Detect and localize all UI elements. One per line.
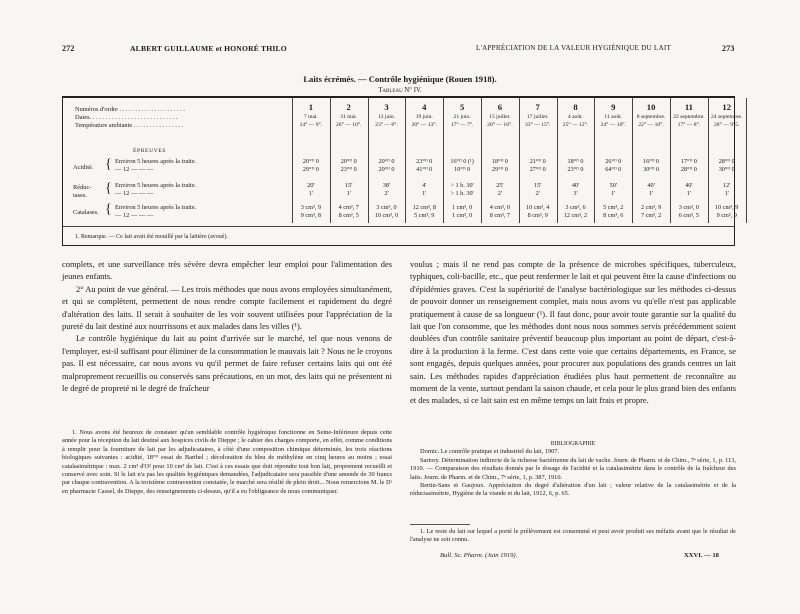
cell-red: 1' — [346, 190, 351, 197]
cell-red: 4' — [422, 182, 427, 189]
epreuves-heading: ÉPREUVES — [133, 148, 167, 154]
cell-date: 21 juin. — [453, 114, 471, 120]
cell-date: 24 septembre. — [711, 114, 743, 120]
cell-acid: 20°ᴰ 0 — [378, 166, 395, 173]
cell-cat: 1 cm³, 0 — [451, 212, 473, 219]
column-separator — [746, 98, 747, 223]
results-table — [62, 96, 743, 246]
cell-date: 12 juin. — [377, 114, 396, 120]
bibliography-entry: Bertin-Sans et Gaujoux. Appréciation du degré d'altération d'un lait ; valeur relative de la catalasimétrie et de la réductasimétrie, Hygiène de la viande et du lait, 1912, 6, p. 65. — [410, 482, 736, 498]
right-paragraph: voulus ; mais il ne rend pas compte de la présence de microbes spécifiques, tuberculeux, typhiques, coli-bacille, etc., que peut renfermer le lait et qui peuvent être la cause d'infections ou d'épidémies graves. C'est la supériorité de l'analyse bactériologique sur les méthodes ci-dessus de pouvoir donner un renseignement complet, mais nous avons vu qu'elle n'est pas applicable pratiquement à cause de sa longueur (¹). Il faut donc, pour avoir toute garantie sur la qualité du lait que l'on consomme, que les méthodes dont nous nous sommes servis précédemment soient doublées d'un contrôle sanitaire préventif beaucoup plus important au point de départ, c'est-à-dire à la production à la ferme. C'est dans cette voie que certains départements, en France, se sont engagés, depuis quelques années, pour procurer aux populations des grands centres un lait sain. Les méthodes rapides d'appréciation étudiées plus haut permettent de reconnaître au moment de la vente, surtout pendant la saison chaude, et cela pour le plus grand bien des enfants et des malades, si ce lait sain est en même temps un lait frais et propre. — [410, 259, 737, 406]
cell-num: 10 — [646, 102, 656, 112]
left-paragraph-3: Le contrôle hygiénique du lait au point d'arrivée sur le marché, tel que nous venons de l'employer, est-il suffisant pour éliminer de la consommation le mauvais lait ? Nous ne le croyons pas. Il est nécessaire, car nous avons vu qu'il permet de faire refuser certains laits qui ont été malproprement recueillis ou conservés sans précautions, en un mot, des laits qui ne présentent ni le degré de propreté ni le degré de fraîcheur — [62, 333, 392, 394]
cell-acid: 64°ᴰ 0 — [605, 166, 622, 173]
cell-num: 8 — [573, 102, 578, 112]
row-label-order: Numéros d'ordre . . . . . . . . . . . . . . . . . . . . . — [75, 106, 185, 113]
cell-temp: 14° — 9°. — [299, 122, 323, 128]
cell-cat: 8 cm³, 6 — [603, 212, 624, 219]
cell-num: 1 — [308, 102, 314, 112]
catalases-row-12h: — 12 — — — — [115, 212, 154, 219]
cell-cat: 5 cm³, 2 — [603, 204, 624, 211]
cell-date: 31 mai. — [340, 114, 358, 120]
cell-red: 1' — [422, 190, 427, 197]
cell-num: 12 — [722, 102, 731, 112]
cell-num: 11 — [684, 102, 693, 112]
left-column — [62, 258, 392, 394]
reductases-row-5h: Environ 5 heures après la traite. — [115, 182, 197, 189]
bibliography-entry: Sartory. Détermination indirecte de la richesse bactérienne du lait de vache. Journ. de Pharm. et de Chim., 7ᵉ série, 1, p. 113, 1910. — Comparaison des résultats donnés par le dosage de l'acidité et la catalasimétrie dans le contrôle de la fraîcheur des laits. Journ. de Pharm. et de Chim., 7ᵉ série, 1, p. 387, 1910. — [410, 456, 736, 481]
cell-temp: 20° — 13°. — [411, 122, 438, 128]
cell-temp: 17° — 8°. — [677, 122, 701, 128]
cell-cat: 9 cm³, 9 — [716, 212, 737, 219]
right-page-number: 273 — [722, 44, 735, 53]
cell-red: 40' — [647, 182, 655, 189]
cell-cat: 4 cm³, 0 — [489, 204, 511, 211]
cell-cat: 10 cm³, 0 — [374, 212, 399, 219]
cell-temp: 22° — 10°. — [638, 122, 664, 128]
cell-temp: 23° — 8°. — [375, 122, 398, 128]
cell-red: 2' — [384, 190, 389, 197]
cell-num: 9 — [611, 102, 616, 112]
cell-acid: 28°ᴰ 0 — [718, 158, 735, 165]
cell-cat: 3 cm³, 0 — [376, 204, 397, 211]
cell-temp: 24° — 10°. — [600, 122, 627, 128]
cell-red: 15' — [534, 182, 542, 189]
cell-acid: 10°ᴰ 0 — [454, 166, 471, 173]
cell-date: 7 mai. — [303, 114, 318, 120]
cell-cat: 3 cm³, 0 — [678, 204, 700, 211]
cell-acid: 20°ᴰ 0 — [302, 158, 319, 165]
left-paragraph-1: complets, et une surveillance très sévère devra empêcher leur emploi pour l'alimentation des jeunes enfants. — [62, 259, 392, 282]
group-label-catalases: Catalases. — [73, 209, 99, 216]
cell-red: 2' — [535, 190, 540, 197]
cell-cat: 2 cm³, 9 — [640, 204, 662, 211]
catalases-row-5h: Environ 5 heures après la traite. — [115, 204, 197, 211]
cell-cat: 10 cm³, 4 — [526, 204, 550, 211]
cell-date: 8 septembre. — [636, 114, 666, 120]
left-paragraph-2: 2° Au point de vue général. — Les trois méthodes que nous avons employées simultanément, et qui se complètent, permettent de nous rendre compte facilement et rapidement du degré d'altération des laits. Il serait à souhaiter de les voir souvent utilisées pour l'appréciation de la pureté du lait destiné aux nourrissons et aux malades dans les villes (¹). — [62, 283, 392, 332]
cell-acid: 27°ᴰ 0 — [529, 166, 546, 173]
brace-acidite: { — [105, 157, 112, 172]
cell-num: 5 — [459, 102, 465, 112]
cell-red: > 1 h. 30' — [450, 182, 474, 189]
row-label-dates: Dates. . . . . . . . . . . . . . . . . . . . . . . . . . . . — [75, 114, 178, 121]
cell-cat: 8 cm³, 5 — [338, 212, 359, 219]
cell-red: 40' — [571, 182, 580, 189]
cell-acid: 28°ᴰ 0 — [680, 166, 697, 173]
cell-cat: 9 cm³, 8 — [300, 212, 322, 219]
cell-temp: 26° — 10°. — [335, 122, 362, 128]
cell-red: 2' — [497, 190, 502, 197]
cell-cat: 8 cm³, 9 — [527, 212, 548, 219]
right-footnote — [410, 528, 736, 545]
cell-cat: 5 cm³, 9 — [414, 212, 435, 219]
acidite-row-12h: — 12 — — — — [115, 166, 154, 173]
cell-acid: 16°ᴰ 0 (¹) — [450, 158, 474, 165]
brace-reductases: { — [105, 181, 112, 196]
cell-red: 1' — [308, 190, 313, 197]
table-title: Laits écrémés. — Contrôle hygiénique (Rouen 1918). — [303, 74, 497, 84]
cell-acid: 29°ᴰ 0 — [491, 166, 508, 173]
group-label-acidite: Acidité. — [73, 164, 94, 171]
cell-temp: 17° — 7°. — [450, 122, 474, 128]
cell-acid: 30°ᴰ 0 — [718, 166, 735, 173]
cell-cat: 3 cm³, 6 — [565, 204, 586, 211]
cell-red: 20' — [307, 182, 315, 189]
journal-citation: Bull. Sc. Pharm. (Juin 1919). — [440, 552, 518, 559]
left-running-title: ALBERT GUILLAUME et HONORÉ THILO — [130, 44, 287, 53]
row-label-temperature: Température ambiante . . . . . . . . . . . . . . . . — [75, 122, 184, 129]
table-note-rule — [63, 226, 734, 227]
cell-cat: 7 cm³, 2 — [640, 212, 662, 219]
cell-red: 1' — [686, 190, 691, 197]
footnote-rule — [410, 524, 470, 525]
cell-cat: 6 cm³, 5 — [678, 212, 700, 219]
cell-acid: 30°ᴰ 0 — [643, 166, 660, 173]
bibliography — [410, 440, 736, 499]
cell-temp: 28° — 9°5. — [713, 122, 740, 128]
cell-num: 3 — [384, 102, 389, 112]
cell-date: 11 août. — [604, 114, 623, 120]
cell-red: 15' — [345, 182, 353, 189]
cell-acid: 23°ᴰ 0 — [340, 166, 357, 173]
cell-cat: 10 cm³, 9 — [715, 204, 739, 211]
cell-red: > 1 h. 30' — [450, 190, 474, 197]
right-running-title: L'APPRÉCIATION DE LA VALEUR HYGIÉNIQUE DU LAIT — [476, 44, 672, 52]
cell-red: 38' — [382, 182, 391, 189]
cell-num: 7 — [535, 102, 540, 112]
cell-red: 1' — [611, 190, 616, 197]
left-page-number: 272 — [62, 44, 75, 53]
cell-red: 50' — [609, 182, 617, 189]
cell-date: 15 juillet. — [489, 114, 511, 120]
cell-acid: 18°ᴰ 0 — [567, 158, 584, 165]
cell-acid: 20°ᴰ 0 — [378, 158, 395, 165]
cell-acid: 26°ᴰ 0 — [605, 158, 622, 165]
signature-mark: XXVI. — 18 — [684, 552, 719, 559]
cell-acid: 16°ᴰ 0 — [643, 158, 660, 165]
cell-temp: 33° — 15°. — [524, 122, 551, 128]
right-footnote-text: 1. Le reste du lait sur lequel a porté le prélèvement est consommé et peut avoir produit ses méfaits avant que le résultat de l'analyse ne soit connu. — [410, 528, 736, 544]
cell-red: 12' — [723, 182, 731, 189]
cell-cat: 4 cm³, 7 — [338, 204, 359, 211]
left-footnote — [62, 429, 392, 496]
reductases-row-12h: — 12 — — — — [115, 190, 154, 197]
cell-acid: 23°ᴰ 0 — [416, 158, 433, 165]
cell-acid: 17°ᴰ 0 — [680, 158, 697, 165]
table-label: Tableau N° IV. — [378, 87, 422, 94]
left-footnote-text: 1. Nous avons été heureux de constater qu'un semblable contrôle hygiénique fonctionne en Seine-Inférieure depuis cette année pour la réception du lait destiné aux hospices civils de Dieppe ; le cahier des charges comporte, en effet, comme conditions à remplir pour la fourniture de lait par les adjudicataires, à côté d'une composition chimique déterminée, les trois réactions biologiques suivantes : acidité, 18°ᴰ essai de Barthel ; décoloration du bleu de méthylène en cinq heures au moins ; essai catalasimétrique : max. 2 cm³ d'O² pour 10 cm³ de lait. C'est à ces essais que doit répondre tout bon lait, proprement recueilli et conservé avec soin. Si le lait n'a pas les qualités hygiéniques demandées, l'adjudicataire sera passible d'une amende de 30 francs par chaque contravention. A la troisième contravention constatée, le marché sera résilié de plein droit... Nous remercions M. le Dʳ en pharmacie Cassel, de Dieppe, des renseignements ci-dessus, qu'il a eu l'obligeance de nous communiquer. — [62, 429, 392, 495]
cell-cat: 12 cm³, 8 — [412, 204, 436, 211]
cell-red: 1' — [724, 190, 729, 197]
group-label-reductases: Réduc-tases. — [73, 184, 92, 199]
cell-num: 2 — [346, 102, 351, 112]
right-column — [410, 258, 736, 407]
cell-cat: 3 cm³, 9 — [300, 204, 322, 211]
cell-acid: 23°ᴰ 0 — [567, 166, 584, 173]
cell-acid: 21°ᴰ 0 — [529, 158, 546, 165]
cell-acid: 29°ᴰ 0 — [302, 166, 319, 173]
bibliography-entry: Dornic. Le contrôle pratique et industriel du lait, 1907. — [420, 448, 559, 456]
cell-temp: 20° — 16°. — [487, 122, 513, 128]
brace-catalases: { — [105, 202, 112, 217]
cell-acid: 20°ᴰ 0 — [340, 158, 357, 165]
cell-cat: 8 cm³, 7 — [489, 212, 511, 219]
cell-num: 6 — [497, 102, 503, 112]
cell-num: 4 — [422, 102, 427, 112]
cell-date: 4 août. — [567, 114, 584, 120]
cell-date: 19 juin. — [415, 114, 433, 120]
acidite-row-5h: Environ 5 heures après la traite. — [115, 158, 197, 165]
cell-date: 22 septembre. — [673, 114, 705, 120]
cell-red: 40' — [685, 182, 693, 189]
cell-acid: 18°ᴰ 0 — [491, 158, 508, 165]
cell-temp: 25° — 12°. — [562, 122, 589, 128]
table-note: 1. Remarque. — Ce lait avait été mouillé par la laitière (avoué). — [75, 234, 228, 240]
cell-acid: 41°ᴰ 0 — [416, 166, 433, 173]
bibliography-heading: BIBLIOGRAPHIE — [550, 441, 596, 447]
cell-cat: 12 cm³, 2 — [563, 212, 588, 219]
cell-red: 3' — [573, 190, 578, 197]
cell-red: 1' — [648, 190, 654, 197]
cell-red: 25' — [496, 182, 504, 189]
cell-date: 17 juillet. — [526, 114, 549, 120]
cell-cat: 1 cm³, 0 — [451, 204, 473, 211]
